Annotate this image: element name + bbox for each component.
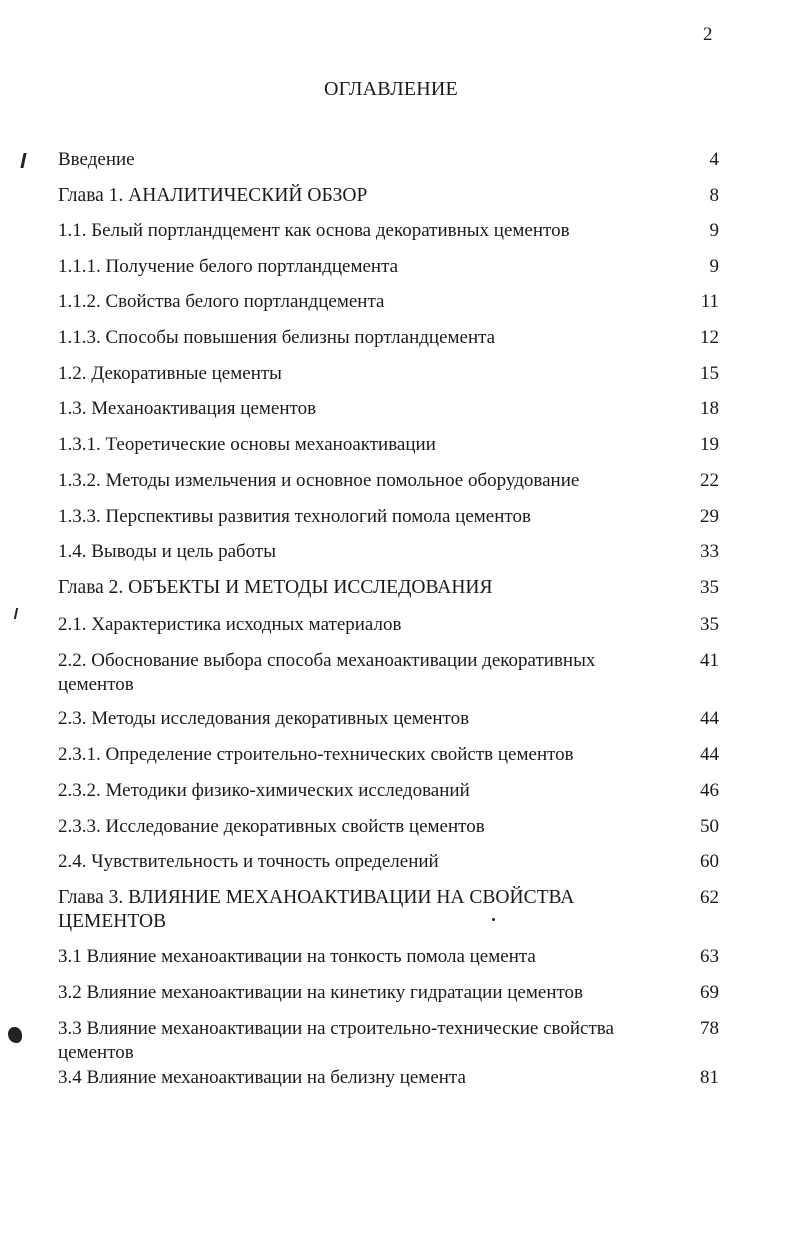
- toc-entry-2-1: [58, 613, 723, 637]
- toc-entry-text: 1.4. Выводы и цель работы: [58, 541, 276, 562]
- toc-entry-text: 2.2. Обоснование выбора способа механоактивации декоративных цементов: [58, 650, 596, 695]
- toc-entry-1-3-1: [58, 433, 723, 457]
- toc-entry-page: 81: [700, 1067, 719, 1088]
- toc-entry-page: 19: [700, 434, 719, 455]
- toc-entry-1-1: [58, 219, 723, 243]
- toc-entry-2-3-3: [58, 815, 723, 839]
- toc-entry-text: 1.3.1. Теоретические основы механоактивации: [58, 434, 436, 455]
- scan-mark: [20, 153, 26, 168]
- toc-entry-1-1-1: [58, 255, 723, 279]
- toc-entry-text: 2.3. Методы исследования декоративных цементов: [58, 708, 470, 729]
- toc-title: ОГЛАВЛЕНИЕ: [324, 78, 458, 100]
- toc-entry-text: 3.1 Влияние механоактивации на тонкость помола цемента: [58, 946, 536, 967]
- toc-entry-3-1: [58, 945, 723, 969]
- toc-entry-page: 46: [700, 780, 719, 801]
- toc-entry-page: 41: [700, 650, 719, 671]
- toc-entry-1-1-2: [58, 290, 723, 314]
- toc-entry-2-4: [58, 850, 723, 874]
- toc-entry-text: Глава 2. ОБЪЕКТЫ И МЕТОДЫ ИССЛЕДОВАНИЯ: [58, 577, 493, 598]
- toc-entry-2-3-1: [58, 743, 723, 767]
- toc-entry-text: 1.3.3. Перспективы развития технологий помола цементов: [58, 506, 531, 527]
- scan-mark: [14, 608, 18, 619]
- toc-entry-1-3-3: [58, 505, 723, 529]
- toc-entry-page: 33: [700, 541, 719, 562]
- toc-entry-text: 2.3.2. Методики физико-химических исследований: [58, 780, 470, 801]
- toc-entry-text: 3.2 Влияние механоактивации на кинетику гидратации цементов: [58, 982, 584, 1003]
- toc-entry-2-3: [58, 707, 723, 731]
- toc-entry-page: 22: [700, 470, 719, 491]
- toc-entry-page: 44: [700, 708, 719, 729]
- toc-entry-text: 3.4 Влияние механоактивации на белизну цемента: [58, 1067, 466, 1088]
- toc-entry-page: 78: [700, 1018, 719, 1039]
- toc-entry-text: 2.3.1. Определение строительно-технических свойств цементов: [58, 744, 574, 765]
- toc-entry-page: 50: [700, 816, 719, 837]
- page-number: 2: [703, 24, 713, 45]
- toc-entry-text: 1.1.2. Свойства белого портландцемента: [58, 291, 385, 312]
- toc-entry-text: 2.3.3. Исследование декоративных свойств цементов: [58, 816, 485, 837]
- toc-entry-3-3: [58, 1017, 723, 1065]
- scan-blot: [8, 1027, 22, 1043]
- toc-entry-text: 2.4. Чувствительность и точность определений: [58, 851, 439, 872]
- toc-entry-1-1-3: [58, 326, 723, 350]
- toc-entry-page: 63: [700, 946, 719, 967]
- toc-entry-text: Глава 1. АНАЛИТИЧЕСКИЙ ОБЗОР: [58, 185, 368, 206]
- toc-entry-chapter-1: [58, 184, 723, 208]
- toc-entry-page: 9: [709, 256, 719, 277]
- toc-entry-page: 29: [700, 506, 719, 527]
- toc-entry-text: 1.2. Декоративные цементы: [58, 363, 282, 384]
- toc-entry-introduction: [58, 148, 723, 172]
- toc-entry-page: 35: [700, 577, 719, 598]
- toc-entry-page: 69: [700, 982, 719, 1003]
- toc-entry-1-3: [58, 397, 723, 421]
- toc-entry-1-4: [58, 540, 723, 564]
- toc-entry-text: 1.3. Механоактивация цементов: [58, 398, 317, 419]
- toc-entry-page: 8: [709, 185, 719, 206]
- toc-entry-text: 1.1. Белый портландцемент как основа декоративных цементов: [58, 220, 570, 241]
- toc-entry-2-2: [58, 649, 723, 697]
- toc-entry-text: 3.3 Влияние механоактивации на строительно-технические свойства цементов: [58, 1018, 614, 1063]
- toc-entry-2-3-2: [58, 779, 723, 803]
- toc-entry-text: 1.1.3. Способы повышения белизны портландцемента: [58, 327, 496, 348]
- toc-entry-chapter-2: [58, 576, 723, 600]
- toc-entry-page: 12: [700, 327, 719, 348]
- toc-entry-1-2: [58, 362, 723, 386]
- toc-entry-page: 44: [700, 744, 719, 765]
- toc-entry-chapter-3: [58, 886, 723, 934]
- toc-entry-text: 1.3.2. Методы измельчения и основное помольное оборудование: [58, 470, 580, 491]
- toc-entry-page: 4: [709, 149, 719, 170]
- scan-dot: [492, 918, 495, 921]
- toc-entry-text: 1.1.1. Получение белого портландцемента: [58, 256, 399, 277]
- toc-entry-3-2: [58, 981, 723, 1005]
- toc-entry-3-4: [58, 1066, 723, 1090]
- toc-entry-page: 18: [700, 398, 719, 419]
- toc-entry-page: 60: [700, 851, 719, 872]
- toc-entry-page: 62: [700, 887, 719, 908]
- toc-entry-text: Введение: [58, 149, 135, 170]
- toc-entry-text: Глава 3. ВЛИЯНИЕ МЕХАНОАКТИВАЦИИ НА СВОЙСТВА ЦЕМЕНТОВ: [58, 887, 575, 932]
- toc-entry-page: 15: [700, 363, 719, 384]
- toc-entry-1-3-2: [58, 469, 723, 493]
- toc-entry-text: 2.1. Характеристика исходных материалов: [58, 614, 402, 635]
- toc-entry-page: 9: [709, 220, 719, 241]
- toc-entry-page: 35: [700, 614, 719, 635]
- toc-entry-page: 11: [700, 291, 719, 312]
